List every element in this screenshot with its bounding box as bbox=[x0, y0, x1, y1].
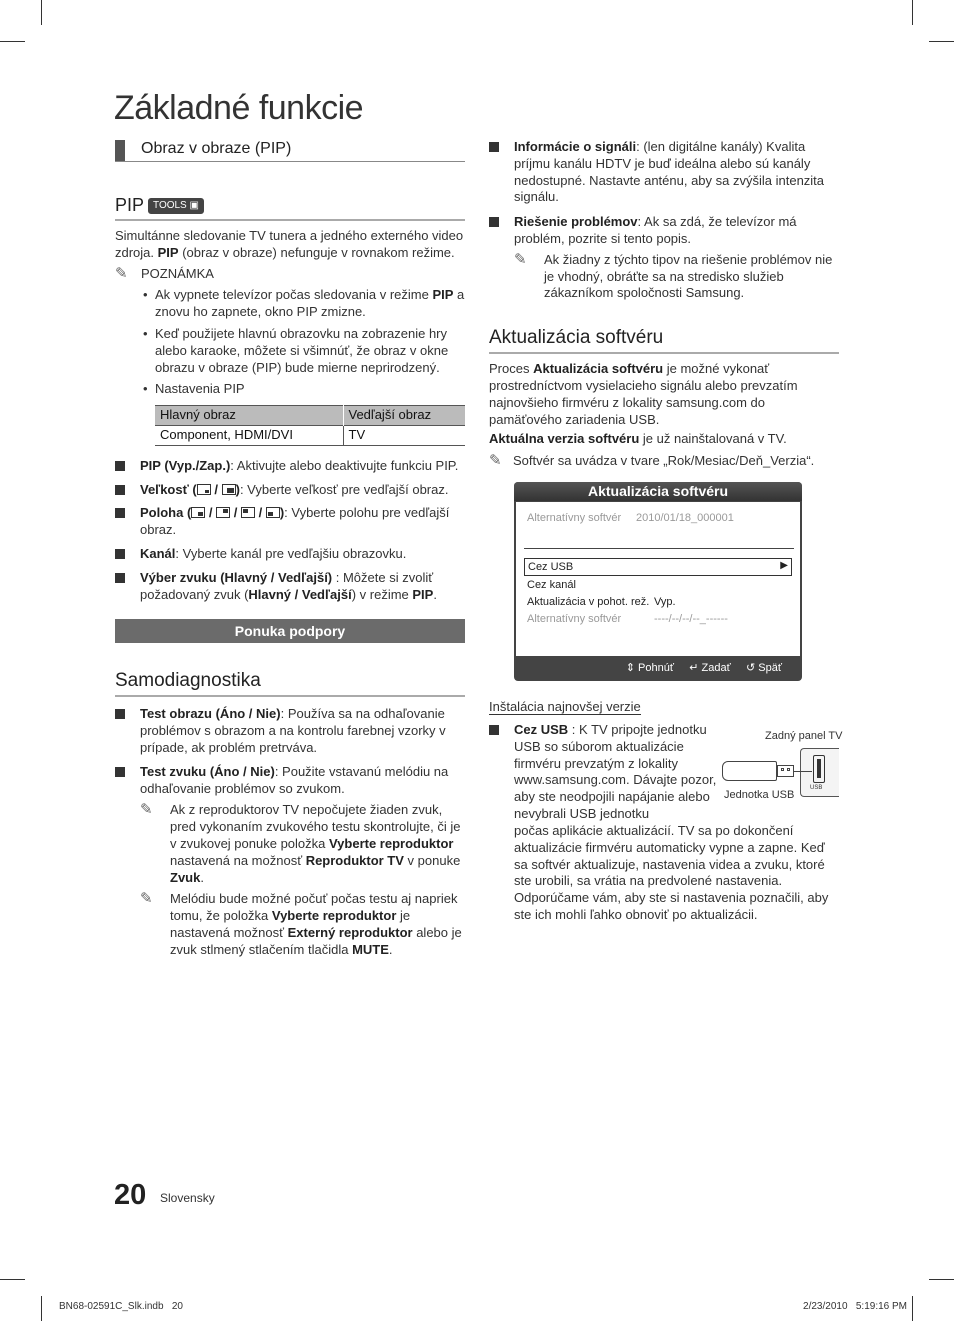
item-text: : (len digitálne kanály) Kvalita príjmu kanálu HDTV je buď ideálna alebo sú kanály nedostupné. Nastavte anténu, aby sa zvýšila intenzita signálu. bbox=[514, 139, 825, 205]
note-text: alebo je zvuk stlmený stlačením tlačidla bbox=[170, 924, 462, 957]
note-text: . bbox=[200, 869, 204, 885]
item-text: : Vyberte polohu pre vedľajší obraz. bbox=[140, 505, 450, 538]
item-text: : Môžete si zvoliť požadovaný zvuk ( bbox=[140, 569, 434, 602]
crop-mark bbox=[912, 1296, 913, 1321]
pencil-note-icon: ✎ bbox=[514, 250, 527, 268]
section-heading-pip: Obraz v obraze (PIP) bbox=[115, 138, 465, 162]
updown-arrow-icon: ⇕ bbox=[625, 662, 635, 674]
item-bold: ) bbox=[279, 505, 285, 521]
bullet-text: a znovu ho zapnete, okno PIP zmizne. bbox=[155, 287, 465, 320]
item-bold: Veľkosť ( bbox=[140, 481, 197, 497]
left-column bbox=[115, 138, 465, 959]
usb-install-continued: počas aplikácie aktualizácií. TV sa po dokončení aktualizácie firmvéru automaticky vypne a zapne. Keď sa softvér aktualizuje, nastavenia videa a zvuku, ktoré ste urobili, sa vrátia na predvolené nastavenia. Odporúčame vám, aby ste si nastavenia poznačili, aby ste ich mohli ľahko obnoviť po aktualizácii. bbox=[514, 823, 829, 922]
list-item-position bbox=[115, 505, 465, 539]
osd-footer bbox=[514, 656, 802, 681]
para-bold: Aktualizácia softvéru bbox=[533, 361, 664, 377]
pip-intro-bold: PIP bbox=[157, 244, 179, 260]
item-bold: Kanál bbox=[140, 545, 176, 561]
tools-badge bbox=[148, 198, 204, 214]
item-text: : Ak sa zdá, že televízor má problém, pozrite si tento popis. bbox=[514, 214, 797, 246]
osd-item-standby-label[interactable]: Aktualizácia v pohot. rež. bbox=[527, 596, 650, 608]
list-item-sound-test bbox=[115, 764, 465, 959]
list-item-channel bbox=[115, 546, 465, 563]
note-text: Softvér sa uvádza v tvare „Rok/Mesiac/Deň_Verzia“. bbox=[513, 453, 815, 469]
list-item-pip-toggle bbox=[115, 458, 465, 475]
square-bullet-icon bbox=[115, 573, 125, 583]
bullet-bold: PIP bbox=[432, 287, 454, 303]
software-update-osd bbox=[514, 482, 802, 681]
para-bold: Aktuálna verzia softvéru bbox=[489, 431, 640, 447]
list-item-size bbox=[115, 482, 465, 499]
self-diagnosis-heading: Samodiagnostika bbox=[115, 669, 465, 697]
table-cell: TV bbox=[343, 425, 465, 445]
current-version-text bbox=[489, 431, 839, 448]
osd-divider bbox=[524, 548, 794, 549]
note-bullet: • Nastavenia PIP bbox=[141, 381, 465, 398]
usb-install-text bbox=[489, 722, 719, 823]
usb-drive-icon bbox=[722, 761, 777, 781]
size-small-icon bbox=[197, 484, 211, 495]
table-header-row bbox=[155, 406, 465, 426]
item-text: : Vyberte kanál pre vedľajšiu obrazovku. bbox=[175, 545, 407, 561]
pip-settings-table bbox=[155, 405, 465, 446]
usb-plug-icon bbox=[777, 765, 794, 777]
para-text: Proces bbox=[489, 361, 534, 377]
item-text: : K TV pripojte jednotku USB so súborom aktualizácie firmvéru prevzatým z lokality www.samsung.com. Dávajte pozor, aby ste neodpojili napájanie alebo nevybrali USB jednotku bbox=[514, 722, 717, 821]
crop-mark bbox=[929, 41, 954, 42]
arrow-right-icon: ▶ bbox=[780, 560, 788, 571]
table-cell: Component, HDMI/DVI bbox=[155, 425, 343, 445]
item-bold: Hlavný / Vedľajší bbox=[248, 586, 352, 602]
table-header-main: Hlavný obraz bbox=[155, 406, 343, 426]
crop-mark bbox=[929, 1279, 954, 1280]
table-row bbox=[155, 425, 465, 445]
square-bullet-icon bbox=[115, 549, 125, 559]
crop-mark bbox=[0, 41, 25, 42]
right-column bbox=[489, 138, 839, 470]
item-text: ) v režime bbox=[351, 586, 413, 602]
square-bullet-icon bbox=[115, 461, 125, 471]
note-bold: Externý reproduktor bbox=[287, 924, 413, 940]
crop-mark bbox=[41, 1296, 42, 1321]
note-text: je nastavená možnosť bbox=[170, 908, 411, 940]
tv-back-panel bbox=[800, 748, 839, 797]
usb-port-icon bbox=[813, 755, 825, 783]
osd-alt-software-value: 2010/01/18_000001 bbox=[636, 512, 734, 524]
item-bold: PIP (Vyp./Zap.) bbox=[140, 457, 231, 473]
square-bullet-icon bbox=[489, 142, 499, 152]
note-bullet: • Keď použijete hlavnú obrazovku na zobrazenie hry alebo karaoke, môžete si všimnúť, že obraz v okne obrazu v obraze (PIP) bude mierne neprirodzený. bbox=[141, 326, 465, 376]
usb-connection-line bbox=[794, 771, 812, 772]
note-bullet bbox=[141, 287, 465, 321]
note-bold: MUTE bbox=[352, 941, 389, 957]
page-title: Základné funkcie bbox=[114, 89, 364, 127]
square-bullet-icon bbox=[489, 217, 499, 227]
pencil-note-icon: ✎ bbox=[140, 890, 153, 908]
square-bullet-icon bbox=[115, 767, 125, 777]
item-bold: ) bbox=[235, 481, 240, 497]
osd-item-channel[interactable]: Cez kanál bbox=[527, 579, 576, 591]
para-text: je už nainštalovaná v TV. bbox=[639, 431, 787, 447]
osd-move: Pohnúť bbox=[638, 662, 674, 674]
note-label: POZNÁMKA bbox=[141, 265, 214, 281]
item-bold: Test zvuku (Áno / Nie) bbox=[140, 763, 275, 779]
item-separator: / bbox=[210, 481, 222, 497]
pencil-note-icon: ✎ bbox=[115, 264, 128, 282]
list-item-sound-select bbox=[115, 570, 465, 604]
pip-intro bbox=[115, 228, 465, 262]
item-separator: / bbox=[205, 505, 217, 521]
square-bullet-icon bbox=[489, 725, 499, 735]
item-text: : Vyberte veľkosť pre vedľajší obraz. bbox=[239, 481, 449, 497]
position-top-left-icon bbox=[241, 507, 255, 518]
item-bold: PIP bbox=[412, 586, 434, 602]
crop-mark bbox=[0, 1279, 25, 1280]
install-latest-heading: Inštalácia najnovšej verzie bbox=[489, 699, 641, 714]
software-update-intro bbox=[489, 361, 839, 428]
note-text: Ak z reproduktorov TV nepočujete žiaden zvuk, pred vykonaním zvukového testu skontrolujte, či je v zvukovej ponuke položka bbox=[170, 802, 461, 851]
usb-drive-label: Jednotka USB bbox=[724, 789, 795, 801]
language-label: Slovensky bbox=[160, 1191, 215, 1205]
note-bold: Reproduktor TV bbox=[305, 852, 404, 868]
crop-mark bbox=[41, 0, 42, 25]
item-separator: / bbox=[230, 505, 241, 521]
note-bold: Zvuk bbox=[170, 869, 201, 885]
pip-intro-text: Simultánne sledovanie TV tunera a jedného externého video zdroja. bbox=[115, 228, 464, 260]
sound-test-note bbox=[140, 891, 465, 958]
note-text: v ponuke bbox=[403, 852, 461, 868]
list-item-usb-install bbox=[489, 722, 719, 823]
osd-title: Aktualizácia softvéru bbox=[514, 482, 802, 501]
item-bold: Test obrazu (Áno / Nie) bbox=[140, 706, 281, 722]
table-header-sub: Vedľajší obraz bbox=[343, 406, 465, 426]
osd-alt2-label: Alternatívny softvér bbox=[527, 613, 622, 625]
item-text: : Aktivujte alebo deaktivujte funkciu PIP. bbox=[230, 457, 459, 473]
item-bold: Cez USB bbox=[514, 722, 569, 737]
item-text: . bbox=[433, 586, 437, 602]
list-item-troubleshooting bbox=[489, 214, 839, 302]
print-date-info: 2/23/2010 5:19:16 PM bbox=[803, 1301, 907, 1312]
square-bullet-icon bbox=[115, 485, 125, 495]
return-icon: ↺ bbox=[746, 662, 756, 674]
page-number: 20 bbox=[114, 1179, 147, 1211]
size-large-icon bbox=[222, 484, 236, 495]
usb-port-label: USB bbox=[810, 785, 823, 791]
tools-badge-text: TOOLS bbox=[153, 200, 187, 211]
note-text: Ak žiadny z týchto tipov na riešenie problémov nie je vhodný, obráťte sa na stredisko služieb zákazníkom spoločnosti Samsung. bbox=[544, 251, 833, 301]
troubleshooting-note bbox=[514, 252, 839, 302]
osd-alt-software-label: Alternatívny softvér bbox=[527, 512, 622, 524]
position-bottom-left-icon bbox=[266, 507, 280, 518]
pencil-note-icon: ✎ bbox=[489, 452, 502, 470]
position-bottom-right-icon bbox=[191, 507, 205, 518]
list-item-signal-info bbox=[489, 139, 839, 206]
item-separator: / bbox=[254, 505, 266, 521]
osd-alt2-value: ----/--/--/--_------ bbox=[654, 613, 728, 625]
osd-item-usb[interactable] bbox=[524, 558, 792, 576]
para-text: je možné vykonať prostredníctvom vysielacieho signálu alebo prevzatím najnovšieho firmvéru z lokality samsung.com do pamäťového zariadenia USB. bbox=[489, 361, 798, 427]
sound-test-note bbox=[140, 802, 465, 886]
square-bullet-icon bbox=[115, 508, 125, 518]
pip-intro-text-2: (obraz v obraze) nefunguje v rovnakom režime. bbox=[178, 244, 455, 260]
tools-icon: ▣ bbox=[189, 200, 199, 211]
item-bold: Riešenie problémov bbox=[514, 214, 638, 230]
software-update-heading: Aktualizácia softvéru bbox=[489, 326, 839, 354]
list-item-picture-test bbox=[115, 706, 465, 756]
osd-enter: Zadať bbox=[701, 662, 731, 674]
note-bold: Vyberte reproduktor bbox=[328, 835, 454, 851]
note-bold: Vyberte reproduktor bbox=[271, 908, 397, 924]
item-bold: Výber zvuku (Hlavný / Vedľajší) bbox=[140, 569, 333, 585]
support-menu-bar: Ponuka podpory bbox=[115, 619, 465, 643]
item-text: : Použite vstavanú melódiu na odhaľovanie problémov so zvukom. bbox=[140, 763, 449, 796]
bullet-text: Ak vypnete televízor počas sledovania v režime bbox=[155, 287, 433, 303]
item-bold: Poloha ( bbox=[140, 505, 192, 521]
note-block bbox=[115, 266, 465, 399]
osd-item-standby-value: Vyp. bbox=[654, 596, 676, 608]
position-top-right-icon bbox=[216, 507, 230, 518]
osd-body bbox=[516, 502, 800, 656]
back-panel-label: Zadný panel TV bbox=[765, 730, 843, 742]
pencil-note-icon: ✎ bbox=[140, 801, 153, 819]
item-text: : Používa sa na odhaľovanie problémov s obrazom a na kontrolu farebnej vzorky v prípade, ak problém pretrváva. bbox=[140, 706, 446, 755]
note-text: Melódiu bude možné počuť počas testu aj napriek tomu, že položka bbox=[170, 891, 458, 924]
osd-back: Späť bbox=[758, 662, 782, 674]
pip-heading-text: PIP bbox=[115, 195, 145, 215]
crop-mark bbox=[912, 0, 913, 25]
note-text: . bbox=[388, 941, 393, 957]
square-bullet-icon bbox=[115, 709, 125, 719]
print-file-info: BN68-02591C_Slk.indb 20 bbox=[59, 1301, 183, 1312]
item-bold: Informácie o signáli bbox=[514, 139, 637, 154]
note-text: nastavená na možnosť bbox=[170, 852, 306, 868]
version-format-note bbox=[489, 453, 839, 470]
enter-icon: ↵ bbox=[689, 662, 699, 674]
osd-item-usb-label: Cez USB bbox=[528, 561, 574, 573]
pip-heading bbox=[115, 193, 465, 221]
